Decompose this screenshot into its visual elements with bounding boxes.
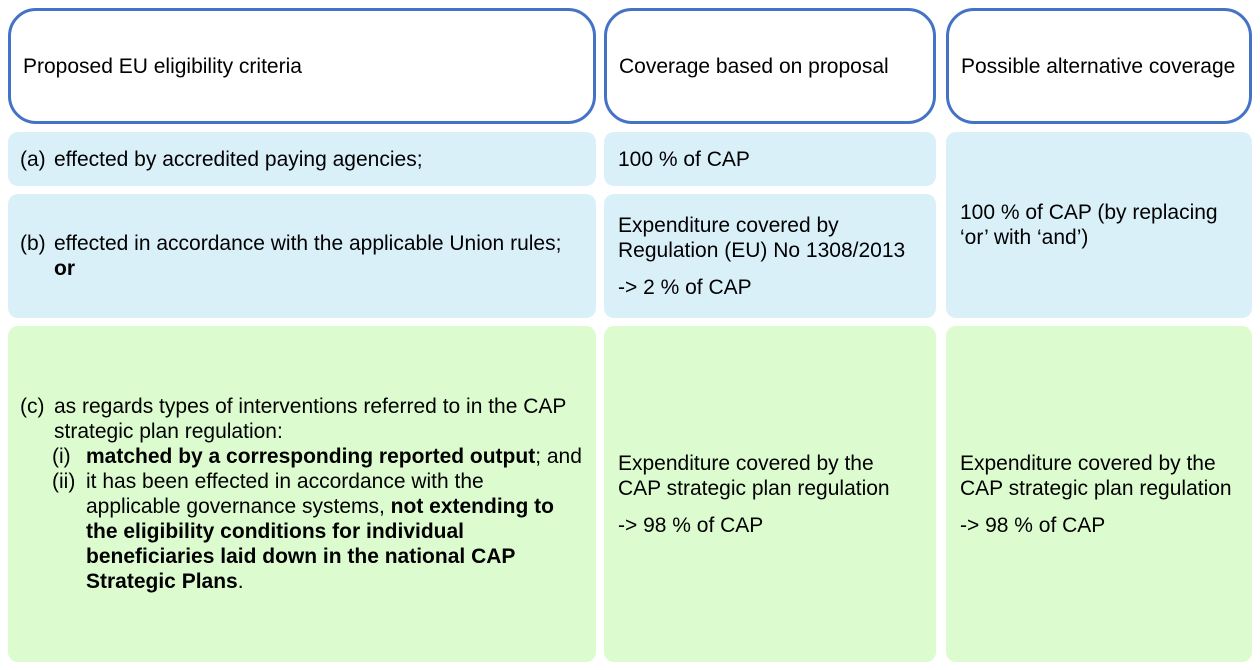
- row-c-sub-i-label: (i): [52, 445, 71, 468]
- row-c-sub-ii: [52, 469, 582, 594]
- row-c-item: [20, 394, 582, 444]
- row-b-coverage-line: Expenditure covered by Regulation (EU) No 1308/2013: [618, 213, 906, 262]
- alt-coverage-ab: [946, 132, 1252, 318]
- row-b-text-wrap: [54, 231, 582, 281]
- row-c-sub-ii-text: [86, 469, 582, 594]
- row-c-sub-i-text: [86, 444, 582, 469]
- row-c-coverage-pct: -> 98 % of CAP: [618, 513, 764, 537]
- row-b-coverage: [604, 194, 936, 318]
- row-c-sub-ii-plain: it has been effected in accordance with the applicable governance systems,: [86, 470, 484, 518]
- row-c-coverage: [604, 326, 936, 662]
- header-criteria-label: Proposed EU eligibility criteria: [23, 54, 302, 78]
- row-c-label: (c): [20, 395, 45, 418]
- row-a-criteria: [8, 132, 596, 186]
- row-c-criteria: [8, 326, 596, 662]
- row-c-alt-line: Expenditure covered by the CAP strategic plan regulation: [960, 451, 1232, 500]
- row-c-sub-i-bold: matched by a corresponding reported output: [86, 445, 536, 468]
- row-c-text: as regards types of interventions referred to in the CAP strategic plan regulation:: [54, 395, 567, 443]
- row-b-text: effected in accordance with the applicable Union rules;: [54, 232, 562, 255]
- row-c-alt-pct: -> 98 % of CAP: [960, 513, 1106, 537]
- row-c-alt-coverage: [946, 326, 1252, 662]
- row-b-conjunction: or: [54, 257, 75, 280]
- row-c-sub-i-rest: ; and: [535, 445, 582, 468]
- header-coverage-proposal: [604, 8, 936, 124]
- row-c-coverage-line: Expenditure covered by the CAP strategic plan regulation: [618, 451, 890, 500]
- row-a-label: (a): [20, 147, 46, 171]
- row-c-sub-ii-bold: not extending to the eligibility conditions for individual beneficiaries laid down in the national CAP Strategic Plans: [86, 495, 554, 593]
- row-a-coverage: [604, 132, 936, 186]
- row-c-sub-ii-end: .: [237, 570, 244, 593]
- header-alternative-coverage-label: Possible alternative coverage: [961, 54, 1236, 78]
- row-b-criteria: [8, 194, 596, 318]
- row-a-coverage-value: 100 % of CAP: [618, 147, 750, 171]
- header-alternative-coverage: [946, 8, 1252, 124]
- row-c-sub-i: [52, 444, 582, 469]
- row-c-sub-ii-label: (ii): [52, 470, 76, 493]
- header-coverage-proposal-label: Coverage based on proposal: [619, 54, 889, 78]
- row-b-item: [20, 231, 582, 281]
- row-a-text: effected by accredited paying agencies;: [54, 147, 423, 171]
- row-a-item: [20, 147, 582, 172]
- header-criteria: [8, 8, 596, 124]
- row-b-coverage-pct: -> 2 % of CAP: [618, 275, 752, 299]
- row-b-label: (b): [20, 232, 46, 255]
- alt-coverage-ab-text: 100 % of CAP (by replacing ‘or’ with ‘and’): [960, 201, 1218, 249]
